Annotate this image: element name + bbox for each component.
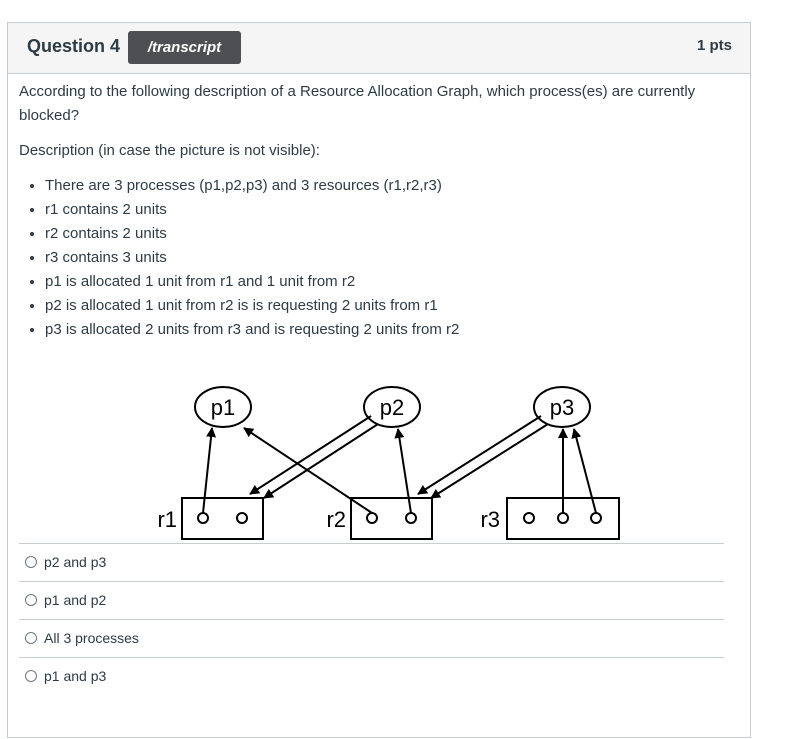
process-label-p3: p3 bbox=[549, 395, 575, 420]
edge-p2-r1 bbox=[264, 424, 378, 498]
unit-dot bbox=[524, 513, 534, 523]
list-item: • p3 is allocated 2 units from r3 and is requesting 2 units from r2 bbox=[45, 318, 699, 342]
answer-option[interactable] bbox=[19, 543, 724, 581]
resource-label-r2: r2 bbox=[326, 507, 346, 532]
answer-label[interactable]: p1 and p3 bbox=[44, 668, 107, 684]
answer-label[interactable]: All 3 processes bbox=[44, 630, 139, 646]
unit-dot bbox=[367, 513, 377, 523]
unit-dot bbox=[406, 513, 416, 523]
edge-p3-r2 bbox=[431, 424, 548, 498]
list-item: • There are 3 processes (p1,p2,p3) and 3 resources (r1,r2,r3) bbox=[45, 174, 699, 198]
question-points: 1 pts bbox=[696, 37, 732, 54]
answer-list bbox=[19, 543, 724, 695]
answer-option[interactable] bbox=[19, 619, 724, 657]
list-item: • p1 is allocated 1 unit from r1 and 1 unit from r2 bbox=[45, 270, 699, 294]
radio-button[interactable] bbox=[25, 670, 37, 682]
answer-option[interactable] bbox=[19, 581, 724, 619]
question-title: Question 4 bbox=[27, 36, 121, 56]
list-item: • r3 contains 3 units bbox=[45, 246, 699, 270]
answer-label[interactable]: p1 and p2 bbox=[44, 592, 107, 608]
edge-p3-r2 bbox=[418, 416, 541, 494]
list-item: • r2 contains 2 units bbox=[45, 222, 699, 246]
question-text bbox=[19, 80, 699, 342]
list-item: • r1 contains 2 units bbox=[45, 198, 699, 222]
resource-allocation-graph bbox=[148, 375, 628, 545]
answer-label[interactable]: p2 and p3 bbox=[44, 554, 107, 570]
question-header bbox=[8, 23, 750, 74]
radio-button[interactable] bbox=[25, 556, 37, 568]
radio-button[interactable] bbox=[25, 632, 37, 644]
process-label-p1: p1 bbox=[210, 395, 236, 420]
resource-label-r1: r1 bbox=[157, 507, 177, 532]
question-prompt: According to the following description of a Resource Allocation Graph, which process(es) are currently blocked? bbox=[19, 83, 696, 124]
radio-button[interactable] bbox=[25, 594, 37, 606]
transcript-button[interactable]: /transcript bbox=[128, 31, 241, 64]
unit-dot bbox=[591, 513, 601, 523]
unit-dot bbox=[237, 513, 247, 523]
description-list bbox=[19, 174, 699, 342]
description-label: Description (in case the picture is not visible): bbox=[19, 142, 320, 159]
resource-node-r1 bbox=[182, 498, 263, 539]
list-item: • p2 is allocated 1 unit from r2 is is requesting 2 units from r1 bbox=[45, 294, 699, 318]
answer-option[interactable] bbox=[19, 657, 724, 695]
edge-p2-r1 bbox=[250, 416, 371, 494]
resource-label-r3: r3 bbox=[480, 507, 500, 532]
process-label-p2: p2 bbox=[379, 395, 405, 420]
unit-dot bbox=[198, 513, 208, 523]
unit-dot bbox=[558, 513, 568, 523]
resource-node-r2 bbox=[351, 498, 432, 539]
